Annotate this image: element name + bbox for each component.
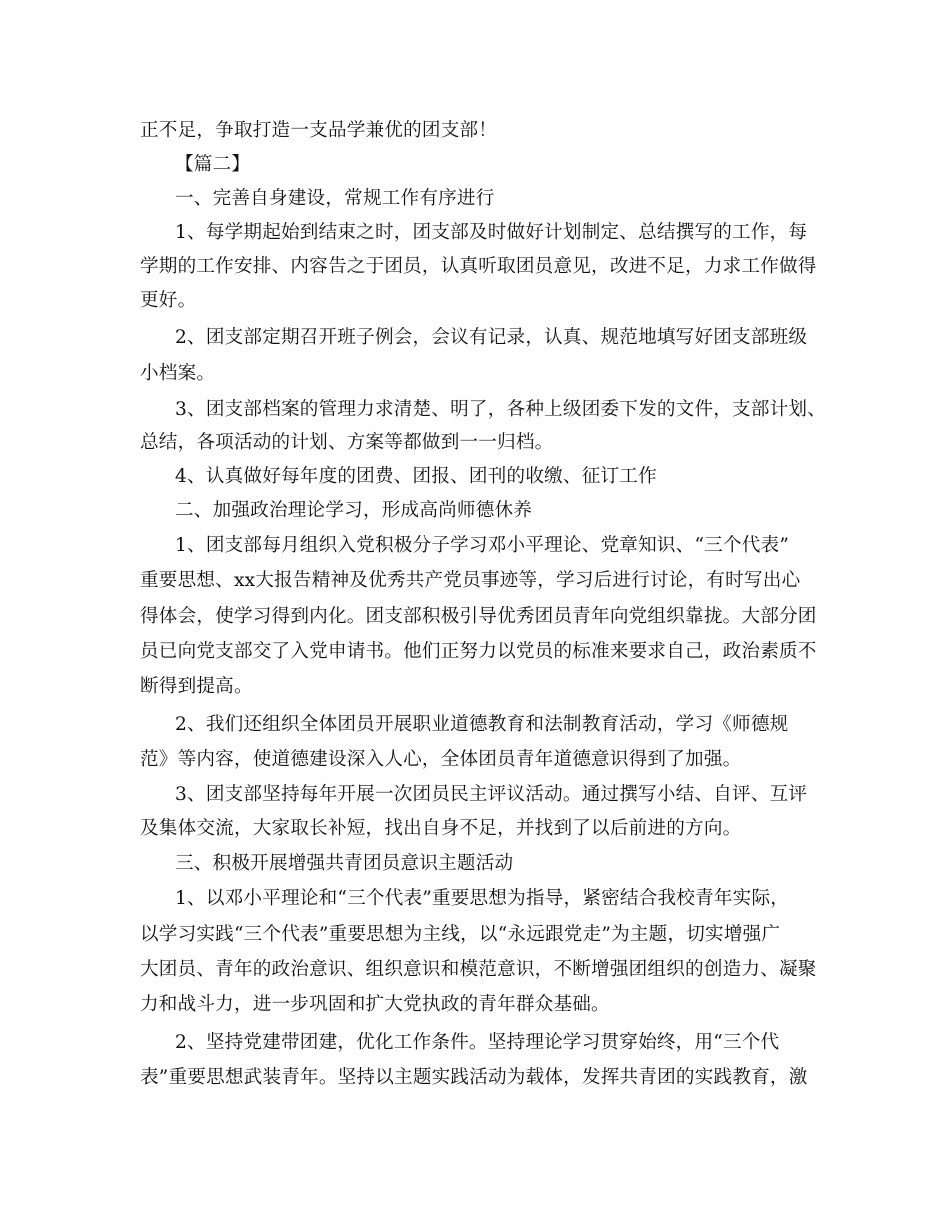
paragraph-start: 2、坚持党建带团建，优化工作条件。坚持理论学习贯穿始终，用“三个代	[175, 1032, 780, 1053]
text-line: 得体会，使学习得到内化。团支部积极引导优秀团员青年向党组织靠拢。大部分团	[140, 606, 817, 627]
section-heading: 二、加强政治理论学习，形成高尚师德休养	[175, 500, 533, 521]
text-line: 小档案。	[140, 363, 216, 384]
text-line: 范》等内容，使道德建设深入人心，全体团员青年道德意识得到了加强。	[140, 749, 742, 770]
paragraph-start: 3、团支部坚持每年开展一次团员民主评议活动。通过撰写小结、自评、互评	[175, 784, 808, 805]
paragraph-start: 2、我们还组织全体团员开展职业道德教育和法制教育活动，学习《师德规	[175, 714, 789, 735]
paragraph-start: 1、团支部每月组织入党积极分子学习邓小平理论、党章知识、“三个代表”	[175, 535, 790, 556]
text-line: 重要思想、xx大报告精神及优秀共产党员事迹等，学习后进行讨论，有时写出心	[140, 570, 801, 591]
text-line: 学期的工作安排、内容告之于团员，认真听取团员意见，改进不足，力求工作做得	[140, 256, 817, 277]
text-line: 总结，各项活动的计划、方案等都做到一一归档。	[140, 432, 554, 453]
text-line: 大团员、青年的政治意识、组织意识和模范意识，不断增强团组织的创造力、凝聚	[140, 959, 817, 980]
paragraph-start: 4、认真做好每年度的团费、团报、团刊的收缴、征订工作	[175, 466, 657, 487]
text-line: 更好。	[140, 290, 197, 311]
text-line: 表”重要思想武装青年。坚持以主题实践活动为载体，发挥共青团的实践教育，激	[140, 1067, 808, 1088]
paragraph-start: 1、以邓小平理论和“三个代表”重要思想为指导，紧密结合我校青年实际，	[175, 888, 790, 909]
section-heading: 三、积极开展增强共青团员意识主题活动	[175, 853, 514, 874]
text-line: 力和战斗力，进一步巩固和扩大党执政的青年群众基础。	[140, 994, 610, 1015]
section-heading: 【篇二】	[175, 154, 251, 175]
paragraph-start: 1、每学期起始到结束之时，团支部及时做好计划制定、总结撰写的工作，每	[175, 222, 808, 243]
text-line: 及集体交流，大家取长补短，找出自身不足，并找到了以后前进的方向。	[140, 818, 742, 839]
text-line: 正不足，争取打造一支品学兼优的团支部！	[140, 120, 498, 141]
text-line: 以学习实践“三个代表”重要思想为主线，以“永远跟党走”为主题，切实增强广	[140, 924, 781, 945]
text-line: 员已向党支部交了入党申请书。他们正努力以党员的标准来要求自己，政治素质不	[140, 641, 817, 662]
text-line: 断得到提高。	[140, 676, 253, 697]
paragraph-start: 3、团支部档案的管理力求清楚、明了，各种上级团委下发的文件，支部计划、	[175, 399, 827, 420]
paragraph-start: 2、团支部定期召开班子例会，会议有记录，认真、规范地填写好团支部班级	[175, 327, 808, 348]
section-heading: 一、完善自身建设，常规工作有序进行	[175, 188, 495, 209]
